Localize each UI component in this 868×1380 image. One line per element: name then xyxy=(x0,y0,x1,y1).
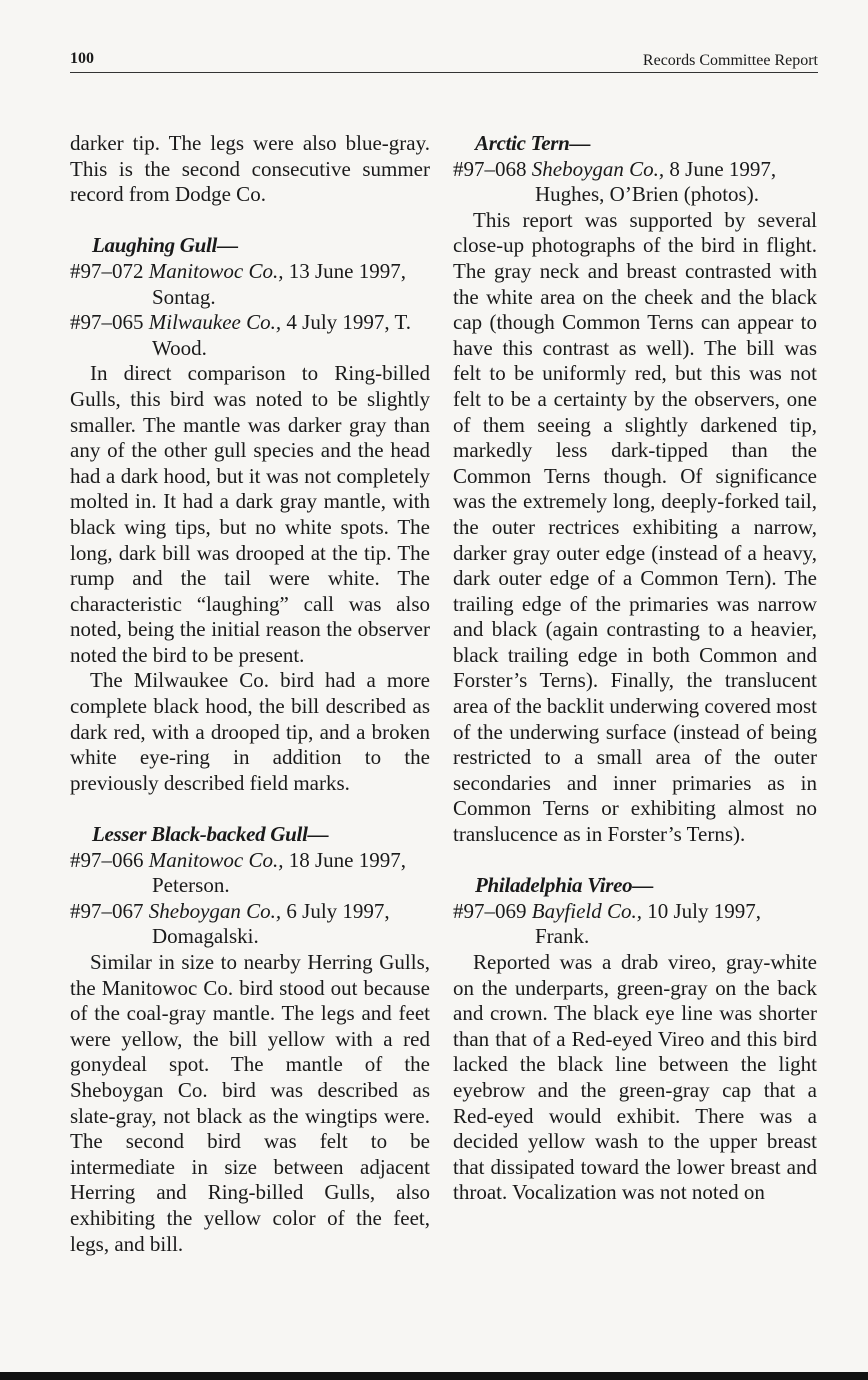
species-heading-philadelphia-vireo: Philadelphia Vireo— xyxy=(475,873,654,898)
record-entry xyxy=(70,899,430,950)
record-entry xyxy=(453,157,817,208)
body-paragraph: In direct comparison to Ring-billed Gulls, this bird was noted to be slightly smaller. The mantle was darker gray than any of the other gull species and the head had a dark hood, but it was not completely molted in. It had a dark gray mantle, with black wing tips, but no white spots. The long, dark bill was drooped at the tip. The rump and the tail were white. The characteristic “laughing” call was also noted, being the initial reason the observer noted the bird to be present. xyxy=(70,361,430,667)
page-number: 100 xyxy=(70,50,94,67)
record-details: 10 July 1997, Frank. xyxy=(535,898,761,949)
record-location: Sheboygan Co., xyxy=(531,156,665,181)
record-number: #97–068 xyxy=(453,156,527,181)
running-title: Records Committee Report xyxy=(642,52,818,69)
record-details: 4 July 1997, T. Wood. xyxy=(152,310,412,360)
record-location: Manitowoc Co., xyxy=(148,847,284,872)
record-number: #97–072 xyxy=(70,258,144,283)
continued-paragraph: darker tip. The legs were also blue-gray. This is the second consecutive summer record from Dodge Co. xyxy=(70,131,430,207)
record-entry xyxy=(70,848,430,899)
record-number: #97–067 xyxy=(70,898,144,923)
body-paragraph: This report was supported by several close-up photographs of the bird in flight. The gray neck and breast contrasted with the white area on the cheek and the black cap (though Common Terns can appear to have this contrast as well). The bill was felt to be uniformly red, but this was not felt to be a certainty by the observers, one of them seeing a slightly darkened tip, markedly less dark-tipped than the Common Terns though. Of significance was the extremely long, deeply-forked tail, the outer rectrices exhibiting a narrow, darker gray outer edge (instead of a heavy, dark outer edge of a Common Tern). The trailing edge of the primaries was narrow and black (again contrasting to a heavier, black trailing edge in both Common and Forster’s Terns). Finally, the translucent area of the backlit underwing covered most of the underwing surface (instead of being restricted to a small area of the outer secondaries and inner primaries as in Common Terns or exhibiting almost no translucence as in Forster’s Terns). xyxy=(453,207,817,847)
record-location: Sheboygan Co., xyxy=(148,898,282,923)
record-location: Bayfield Co., xyxy=(531,898,642,923)
record-details: 8 June 1997, Hughes, O’Brien (photos). xyxy=(535,156,777,207)
record-location: Manitowoc Co., xyxy=(148,258,284,283)
body-paragraph: Reported was a drab vireo, gray-white on the underparts, green-gray on the back and crown. The black eye line was shorter than that of a Red-eyed Vireo and this bird lacked the black line between the light eyebrow and the green-gray cap that a Red-eyed would exhibit. There was a decided yellow wash to the upper breast that dissipated toward the lower breast and throat. Vocalization was not noted on xyxy=(453,950,817,1205)
record-details: 18 June 1997, Peterson. xyxy=(152,847,406,898)
record-number: #97–066 xyxy=(70,847,144,872)
species-heading-lesser-black-backed-gull: Lesser Black-backed Gull— xyxy=(92,822,329,847)
record-details: 6 July 1997, Domagalski. xyxy=(152,898,390,949)
record-details: 13 June 1997, Sontag. xyxy=(152,258,406,309)
right-column xyxy=(453,131,817,1206)
body-paragraph: Similar in size to nearby Herring Gulls, the Manitowoc Co. bird stood out because of the coal-gray mantle. The legs and feet were yellow, the bill yellow with a red gonydeal spot. The mantle of the Sheboygan Co. bird was described as slate-gray, not black as the wingtips were. The second bird was felt to be intermediate in size between adjacent Herring and Ring-billed Gulls, also exhibiting the yellow color of the feet, legs, and bill. xyxy=(70,950,430,1256)
record-entry xyxy=(70,310,430,361)
scan-edge-bar xyxy=(0,1372,868,1380)
record-entry xyxy=(453,899,817,950)
species-heading-laughing-gull: Laughing Gull— xyxy=(92,233,238,258)
record-number: #97–069 xyxy=(453,898,527,923)
left-column xyxy=(70,131,430,1257)
species-heading-arctic-tern: Arctic Tern— xyxy=(475,131,591,155)
record-entry xyxy=(70,259,430,310)
page-header xyxy=(70,48,818,73)
record-number: #97–065 xyxy=(70,310,144,335)
body-paragraph: The Milwaukee Co. bird had a more complete black hood, the bill described as dark red, with a drooped tip, and a broken white eye-ring in addition to the previously described field marks. xyxy=(70,668,430,795)
record-location: Milwaukee Co., xyxy=(148,310,282,335)
